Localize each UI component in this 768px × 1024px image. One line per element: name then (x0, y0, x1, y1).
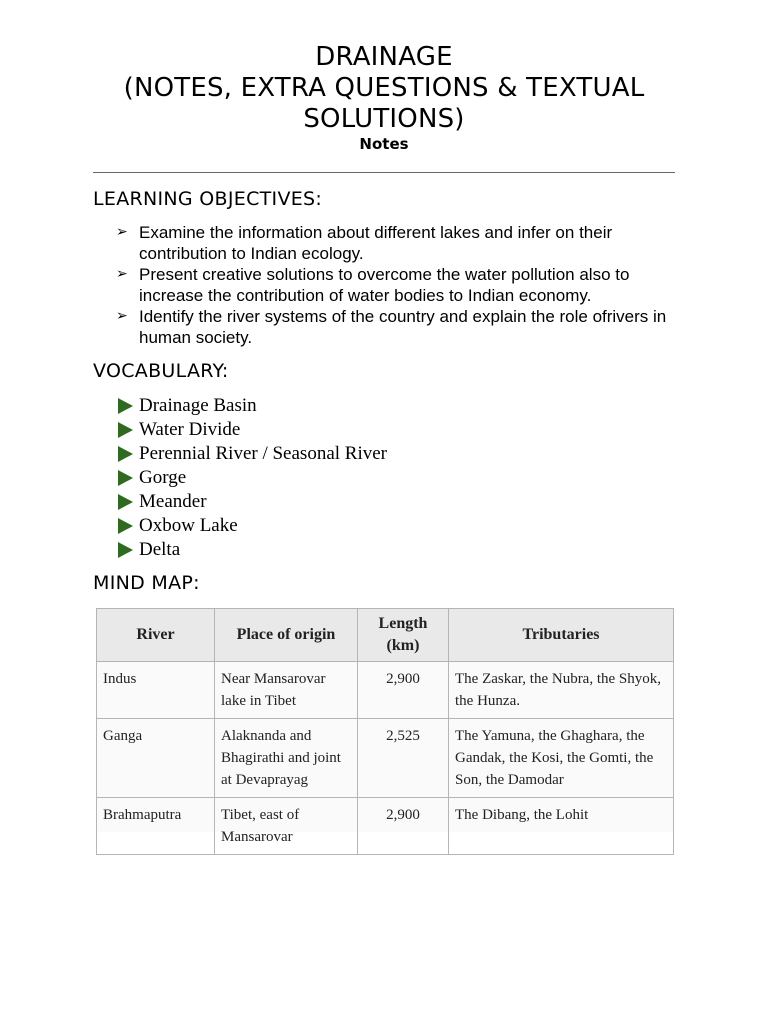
table-cell: Ganga (97, 719, 215, 798)
vocabulary-term: Gorge (139, 467, 187, 488)
table-cell: Brahmaputra (97, 798, 215, 855)
table-cell: 2,525 (358, 719, 449, 798)
rivers-table (96, 608, 674, 855)
triangle-bullet-icon (118, 446, 133, 462)
table-cell: 2,900 (358, 798, 449, 855)
page-title-line-3: SOLUTIONS) (303, 104, 465, 134)
list-item (116, 466, 387, 490)
list-item (116, 514, 387, 538)
page-title-line-2: (NOTES, EXTRA QUESTIONS & TEXTUAL (123, 73, 645, 103)
mind-map-table-image (96, 608, 673, 845)
table-cell: The Yamuna, the Ghaghara, the Gandak, the Kosi, the Gomti, the Son, the Damodar (449, 719, 674, 798)
table-cell: Indus (97, 662, 215, 719)
list-item (116, 222, 676, 264)
triangle-bullet-icon (118, 422, 133, 438)
list-item (116, 418, 387, 442)
vocabulary-term: Meander (139, 491, 207, 512)
table-row (97, 662, 674, 719)
list-item (116, 264, 676, 306)
table-header-row (97, 609, 674, 662)
vocabulary-term: Drainage Basin (139, 395, 257, 416)
title-block (80, 42, 688, 153)
table-row (97, 719, 674, 798)
page-subtitle: Notes (359, 135, 409, 153)
objective-text: Examine the information about different lakes and infer on their contribution to Indian ecology. (139, 223, 613, 263)
triangle-bullet-icon (118, 518, 133, 534)
vocabulary-heading: VOCABULARY: (93, 360, 229, 382)
page-title-line-1: DRAINAGE (315, 42, 453, 72)
table-cell: Alaknanda and Bhagirathi and joint at Devaprayag (215, 719, 358, 798)
header-divider (93, 172, 675, 173)
column-header-length: Length (km) (358, 609, 449, 662)
objective-text: Present creative solutions to overcome the water pollution also to increase the contribution of water bodies to Indian economy. (139, 265, 630, 305)
list-item (116, 442, 387, 466)
list-item (116, 306, 676, 348)
learning-objectives-heading: LEARNING OBJECTIVES: (93, 188, 323, 210)
vocabulary-term: Perennial River / Seasonal River (139, 443, 387, 464)
triangle-bullet-icon (118, 494, 133, 510)
objective-text: Identify the river systems of the country and explain the role ofrivers in human society. (139, 307, 667, 347)
vocabulary-term: Water Divide (139, 419, 241, 440)
list-item (116, 490, 387, 514)
table-cell: 2,900 (358, 662, 449, 719)
arrow-bullet-icon: ➢ (116, 224, 128, 240)
arrow-bullet-icon: ➢ (116, 308, 128, 324)
table-cell: Near Mansarovar lake in Tibet (215, 662, 358, 719)
column-header-origin: Place of origin (215, 609, 358, 662)
table-cell: The Zaskar, the Nubra, the Shyok, the Hunza. (449, 662, 674, 719)
vocabulary-term: Delta (139, 539, 181, 560)
column-header-river: River (97, 609, 215, 662)
table-row (97, 798, 674, 855)
vocabulary-term: Oxbow Lake (139, 515, 238, 536)
arrow-bullet-icon: ➢ (116, 266, 128, 282)
triangle-bullet-icon (118, 542, 133, 558)
triangle-bullet-icon (118, 470, 133, 486)
triangle-bullet-icon (118, 398, 133, 414)
column-header-tributaries: Tributaries (449, 609, 674, 662)
vocabulary-list (116, 394, 387, 562)
list-item (116, 538, 387, 562)
list-item (116, 394, 387, 418)
mind-map-heading: MIND MAP: (93, 572, 200, 594)
learning-objectives-list (116, 222, 676, 348)
table-cell: The Dibang, the Lohit (449, 798, 674, 855)
table-cell: Tibet, east of Mansarovar (215, 798, 358, 855)
